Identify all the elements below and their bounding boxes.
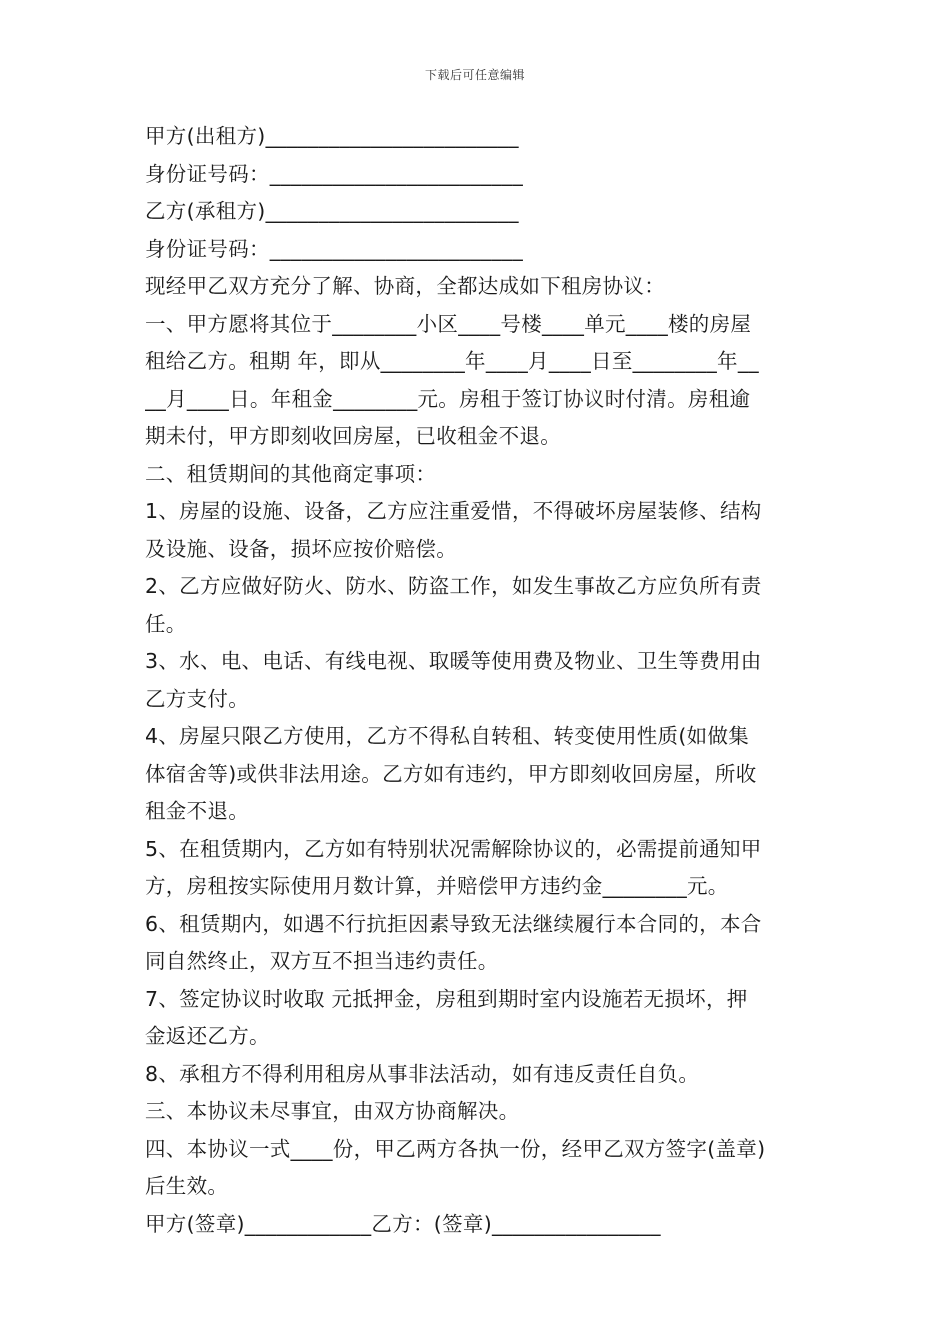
agreement-intro: 现经甲乙双方充分了解、协商，全都达成如下租房协议： <box>145 274 665 298</box>
landlord-line: 甲方(出租方)________________________ <box>145 124 519 148</box>
item-7-line-2: 金返还乙方。 <box>145 1024 270 1048</box>
page-header-note: 下载后可任意编辑 <box>424 68 525 82</box>
clause-2-heading: 二、租赁期间的其他商定事项： <box>145 461 437 486</box>
clause-3-line: 三、本协议未尽事宜，由双方协商解决。 <box>145 1099 520 1123</box>
item-2-line-2: 任。 <box>145 611 187 636</box>
item-2-line-1: 2、乙方应做好防火、防水、防盗工作，如发生事故乙方应负所有责 <box>145 574 762 598</box>
item-3-line-2: 乙方支付。 <box>145 686 249 711</box>
tenant-line: 乙方(承租方)________________________ <box>145 199 519 223</box>
item-1-line-2: 及设施、设备，损坏应按价赔偿。 <box>145 536 457 561</box>
signature-line: 甲方(签章)____________乙方：(签章)________________ <box>145 1211 661 1236</box>
item-1-line-1: 1、房屋的设施、设备，乙方应注重爱惜，不得破坏房屋装修、结构 <box>145 499 762 523</box>
item-4-line-2: 体宿舍等)或供非法用途。乙方如有违约，甲方即刻收回房屋，所收 <box>145 761 757 786</box>
landlord-id-line: 身份证号码：________________________ <box>145 161 523 186</box>
item-4-line-1: 4、房屋只限乙方使用，乙方不得私自转租、转变使用性质(如做集 <box>145 724 750 748</box>
clause-1-line-4: 期未付，甲方即刻收回房屋，已收租金不退。 <box>145 424 561 448</box>
item-6-line-1: 6、租赁期内，如遇不行抗拒因素导致无法继续履行本合同的，本合 <box>145 911 762 936</box>
clause-4-line-1: 四、本协议一式____份，甲乙两方各执一份，经甲乙双方签字(盖章) <box>145 1136 766 1161</box>
clause-1-line-1: 一、甲方愿将其位于________小区____号楼____单元____楼的房屋 <box>145 311 752 336</box>
item-3-line-1: 3、水、电、电话、有线电视、取暖等使用费及物业、卫生等费用由 <box>145 649 762 673</box>
item-6-line-2: 同自然终止，双方互不担当违约责任。 <box>145 949 499 973</box>
item-8-line: 8、承租方不得利用租房从事非法活动，如有违反责任自负。 <box>145 1061 700 1086</box>
tenant-id-line: 身份证号码：________________________ <box>145 236 523 261</box>
clause-4-line-2: 后生效。 <box>145 1174 229 1198</box>
contract-body <box>145 118 810 1243</box>
item-7-line-1: 7、签定协议时收取 元抵押金，房租到期时室内设施若无损坏，押 <box>145 986 748 1011</box>
clause-1-line-2: 租给乙方。租期 年，即从________年____月____日至________年__ <box>145 349 759 373</box>
item-5-line-2: 方，房租按实际使用月数计算，并赔偿甲方违约金________元。 <box>145 874 729 898</box>
item-5-line-1: 5、在租赁期内，乙方如有特别状况需解除协议的，必需提前通知甲 <box>145 836 762 861</box>
item-4-line-3: 租金不退。 <box>145 799 249 823</box>
clause-1-line-3: __月____日。年租金________元。房租于签订协议时付清。房租逾 <box>145 386 751 411</box>
